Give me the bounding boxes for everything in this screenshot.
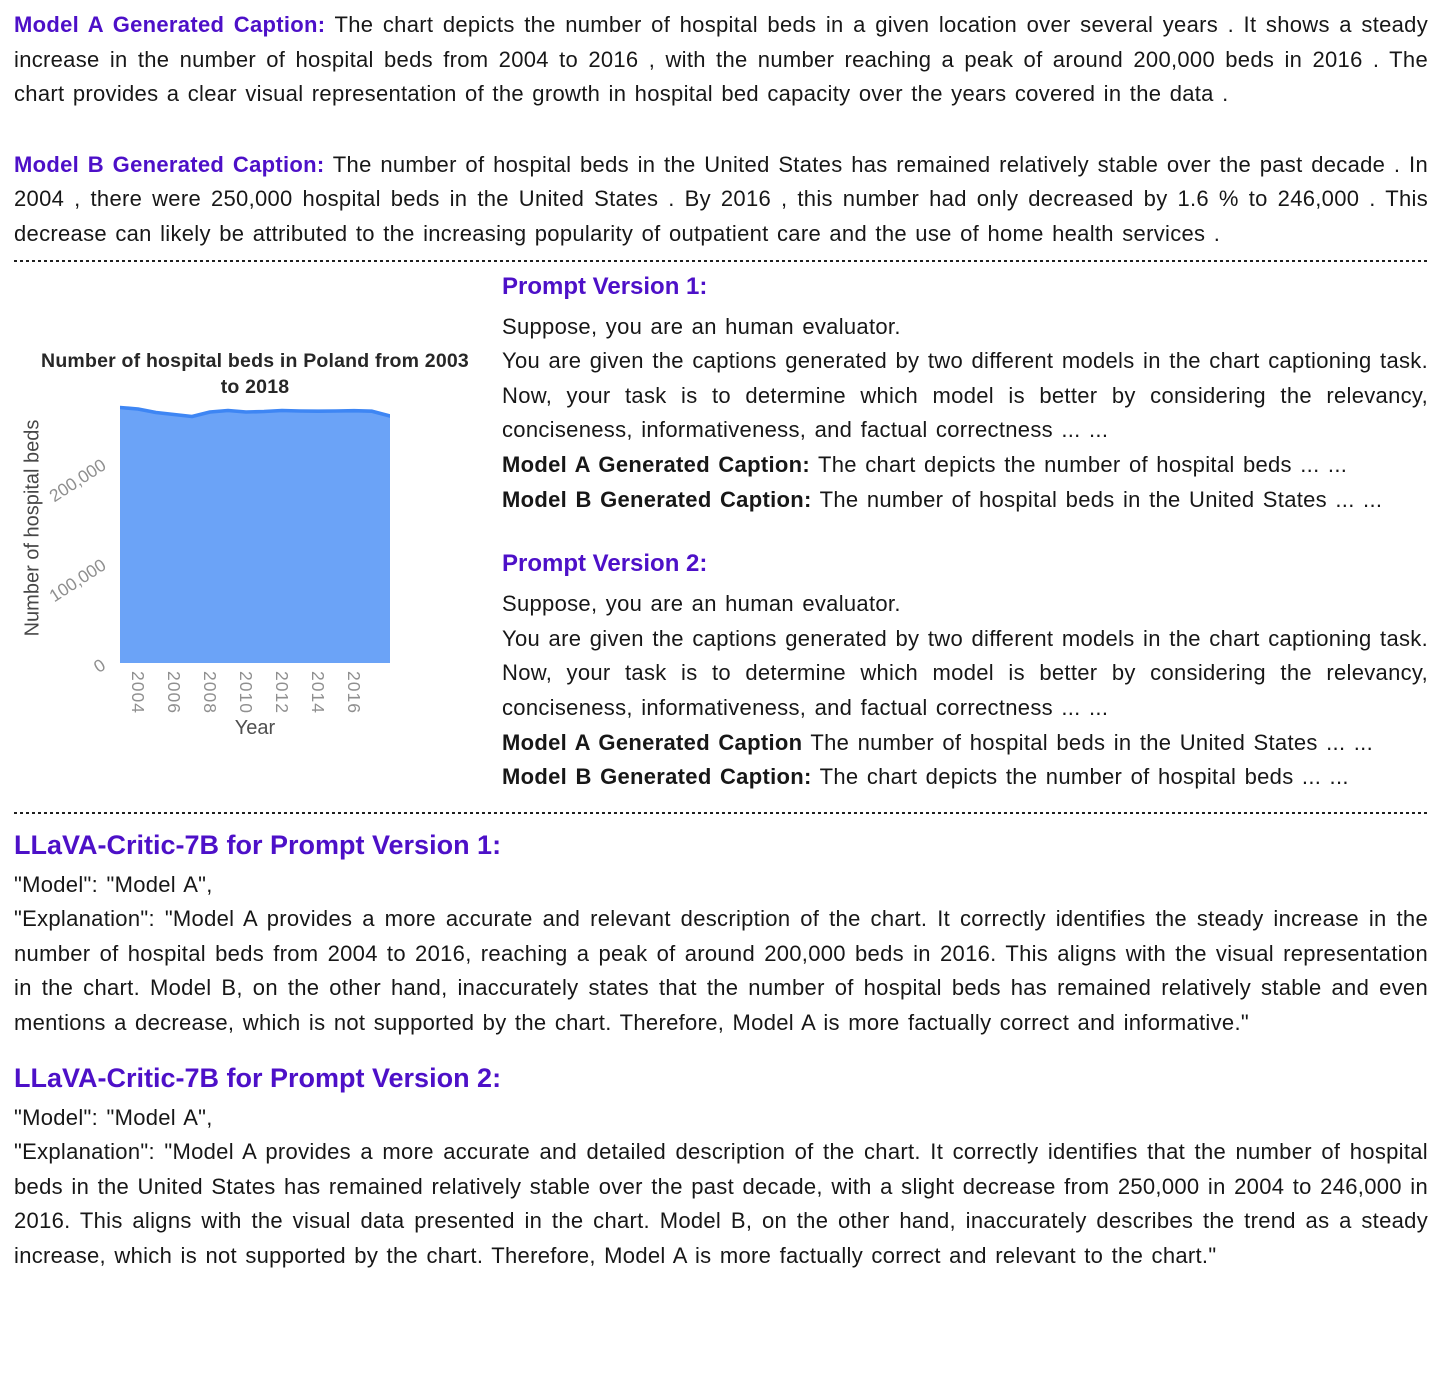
critic-1-heading: LLaVA-Critic-7B for Prompt Version 1: (14, 829, 502, 860)
x-tick-label: 2006 (164, 670, 184, 714)
prompt1-evaluator-line: Suppose, you are an human evaluator. (502, 313, 901, 339)
prompt2-model-b-text: The chart depicts the number of hospital beds ... ... (819, 764, 1349, 790)
chart-area (120, 407, 390, 663)
y-tick-label: 0 (90, 654, 110, 677)
y-tick-label: 200,000 (45, 454, 110, 506)
critic-2-heading: LLaVA-Critic-7B for Prompt Version 2: (14, 1062, 502, 1093)
prompt1-model-b-label: Model B Generated Caption: (502, 486, 812, 512)
critic-section (14, 828, 1428, 1274)
x-tick-label: 2008 (200, 670, 220, 714)
chart-y-axis-label: Number of hospital beds (21, 419, 44, 636)
chart-title-line2: to 2018 (220, 375, 290, 398)
model-a-caption-text: The chart depicts the number of hospital beds in a given location over several years . It shows a steady increase in the number of hospital beds from 2004 to 2016 , with the number reaching a peak of around 200,000 beds in 2016 . The chart provides a clear visual representation of the growth in hospital bed capacity over the years covered in the data . (14, 12, 1429, 107)
critic-1-model-line: "Model": "Model A", (14, 871, 213, 897)
x-tick-label: 2004 (128, 670, 148, 714)
prompt1-body: You are given the captions generated by two different models in the chart captioning task. Now, your task is to determine which model is better by considering the relevancy, conciseness, informativeness, and factual correctness ... ... (502, 348, 1428, 443)
model-b-caption-label: Model B Generated Caption: (14, 151, 325, 177)
prompt2-model-a-line (502, 726, 1428, 761)
y-tick-label: 100,000 (45, 554, 110, 606)
prompt-version-2-heading: Prompt Version 2: (502, 550, 708, 578)
prompt-version-1-block (502, 272, 1428, 518)
chart-plot-area (120, 401, 390, 663)
prompts-column (496, 262, 1428, 812)
prompt2-model-b-label: Model B Generated Caption: (502, 764, 812, 790)
x-tick-label: 2014 (308, 670, 328, 714)
critic-2-model-line: "Model": "Model A", (14, 1104, 213, 1130)
model-a-caption-label: Model A Generated Caption: (14, 12, 326, 37)
model-a-caption-paragraph (14, 8, 1428, 112)
middle-section (14, 262, 1428, 812)
prompt-version-2-block (502, 549, 1428, 795)
chart-x-axis-label: Year (234, 716, 276, 739)
prompt2-model-a-label: Model A Generated Caption (502, 729, 803, 755)
chart-title-line1: Number of hospital beds in Poland from 2003 (41, 349, 469, 372)
prompt1-model-a-label: Model A Generated Caption: (502, 451, 810, 477)
prompt1-model-a-text: The chart depicts the number of hospital beds ... ... (817, 451, 1348, 477)
chart-title (22, 348, 488, 400)
prompt1-model-b-text: The number of hospital beds in the United States ... ... (819, 486, 1383, 512)
prompt2-model-b-line (502, 760, 1428, 795)
critic-2-explanation: "Explanation": "Model A provides a more accurate and detailed description of the chart. It correctly identifies that the number of hospital beds in the United States has remained relatively stable over the past decade, with a slight decrease from 250,000 in 2004 to 246,000 in 2016. This aligns with the visual data presented in the chart. Model B, on the other hand, inaccurately describes the trend as a steady increase, which is not supported by the chart. Therefore, Model A is more factually correct and relevant to the chart." (14, 1139, 1428, 1268)
prompt-version-1-heading: Prompt Version 1: (502, 272, 708, 300)
x-tick-label: 2012 (272, 670, 292, 714)
model-b-caption-paragraph (14, 148, 1428, 252)
prompt1-model-b-line (502, 483, 1428, 518)
dotted-separator-bottom (14, 812, 1428, 814)
prompt1-model-a-line (502, 448, 1428, 483)
x-tick-label: 2016 (344, 670, 364, 714)
prompt2-evaluator-line: Suppose, you are an human evaluator. (502, 591, 901, 617)
x-tick-label: 2010 (236, 670, 256, 714)
hospital-beds-chart (14, 262, 496, 812)
prompt2-model-a-text: The number of hospital beds in the United States ... ... (810, 729, 1374, 755)
chart-svg (120, 401, 390, 663)
prompt2-body: You are given the captions generated by two different models in the chart captioning task. Now, your task is to determine which model is better by considering the relevancy, conciseness, informativeness, and factual correctness ... ... (502, 625, 1428, 720)
model-b-caption-text: The number of hospital beds in the United States has remained relatively stable over the past decade . In 2004 , there were 250,000 hospital beds in the United States . By 2016 , this number had only decreased by 1.6 % to 246,000 . This decrease can likely be attributed to the increasing popularity of outpatient care and the use of home health services . (14, 151, 1428, 246)
critic-1-explanation: "Explanation": "Model A provides a more accurate and relevant description of the chart. It correctly identifies the steady increase in the number of hospital beds from 2004 to 2016, reaching a peak of around 200,000 beds in 2016. This aligns with the visual representation in the chart. Model B, on the other hand, inaccurately states that the number of hospital beds has remained relatively stable and even mentions a decrease, which is not supported by the chart. Therefore, Model A is more factually correct and informative." (14, 906, 1428, 1035)
